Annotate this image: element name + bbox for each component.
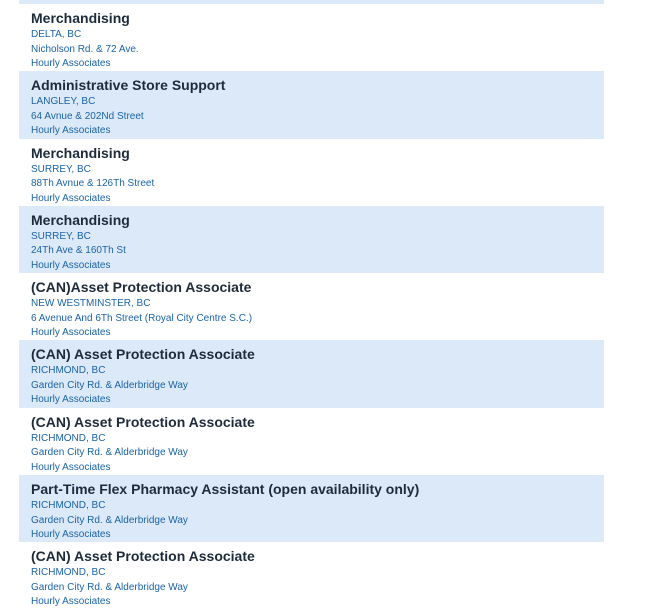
job-address: 64 Avnue & 202Nd Street bbox=[31, 110, 144, 122]
job-category: Hourly Associates bbox=[31, 394, 111, 406]
job-title[interactable]: Merchandising bbox=[31, 10, 130, 26]
job-item-2[interactable] bbox=[19, 71, 604, 138]
job-category: Hourly Associates bbox=[31, 596, 111, 608]
job-item-3[interactable] bbox=[19, 139, 604, 206]
job-category: Hourly Associates bbox=[31, 259, 111, 271]
job-title[interactable]: Part-Time Flex Pharmacy Assistant (open availability only) bbox=[31, 481, 420, 498]
job-location: DELTA, BC bbox=[31, 29, 82, 40]
job-location: LANGLEY, BC bbox=[31, 96, 96, 108]
job-item-8[interactable] bbox=[19, 475, 604, 542]
job-address: 6 Avenue And 6Th Street (Royal City Centre S.C.) bbox=[31, 312, 253, 324]
job-location: NEW WESTMINSTER, BC bbox=[31, 298, 151, 310]
job-title[interactable]: (CAN)Asset Protection Associate bbox=[31, 279, 252, 296]
job-location: SURREY, BC bbox=[31, 163, 91, 175]
job-location: SURREY, BC bbox=[31, 230, 91, 242]
job-item-6[interactable] bbox=[19, 340, 604, 407]
job-title[interactable]: (CAN) Asset Protection Associate bbox=[31, 548, 255, 565]
job-item-4[interactable] bbox=[19, 206, 604, 273]
job-item-5[interactable] bbox=[19, 273, 604, 340]
job-address: Garden City Rd. & Alderbridge Way bbox=[31, 447, 188, 459]
job-address: Garden City Rd. & Alderbridge Way bbox=[31, 514, 188, 526]
job-category: Hourly Associates bbox=[31, 192, 111, 204]
job-location: RICHMOND, BC bbox=[31, 365, 106, 377]
job-item-1[interactable] bbox=[19, 4, 604, 71]
job-category: Hourly Associates bbox=[31, 327, 111, 339]
job-category: Hourly Associates bbox=[31, 125, 111, 137]
job-address: 88Th Avnue & 126Th Street bbox=[31, 178, 155, 190]
job-title[interactable]: Merchandising bbox=[31, 144, 130, 161]
job-category: Hourly Associates bbox=[31, 529, 111, 541]
job-list bbox=[19, 4, 604, 610]
job-title[interactable]: (CAN) Asset Protection Associate bbox=[31, 413, 255, 430]
job-location: RICHMOND, BC bbox=[31, 567, 106, 579]
job-title[interactable]: (CAN) Asset Protection Associate bbox=[31, 346, 255, 363]
job-address: Garden City Rd. & Alderbridge Way bbox=[31, 581, 188, 593]
job-item-9[interactable] bbox=[19, 542, 604, 609]
job-category: Hourly Associates bbox=[31, 461, 111, 473]
job-category: Hourly Associates bbox=[31, 58, 111, 69]
job-address: Garden City Rd. & Alderbridge Way bbox=[31, 379, 188, 391]
job-title[interactable]: Merchandising bbox=[31, 211, 130, 228]
job-title[interactable]: Administrative Store Support bbox=[31, 77, 226, 94]
job-address: Nicholson Rd. & 72 Ave. bbox=[31, 43, 139, 55]
job-address: 24Th Ave & 160Th St bbox=[31, 245, 126, 257]
job-location: RICHMOND, BC bbox=[31, 432, 106, 444]
job-item-7[interactable] bbox=[19, 408, 604, 475]
job-location: RICHMOND, BC bbox=[31, 500, 106, 512]
